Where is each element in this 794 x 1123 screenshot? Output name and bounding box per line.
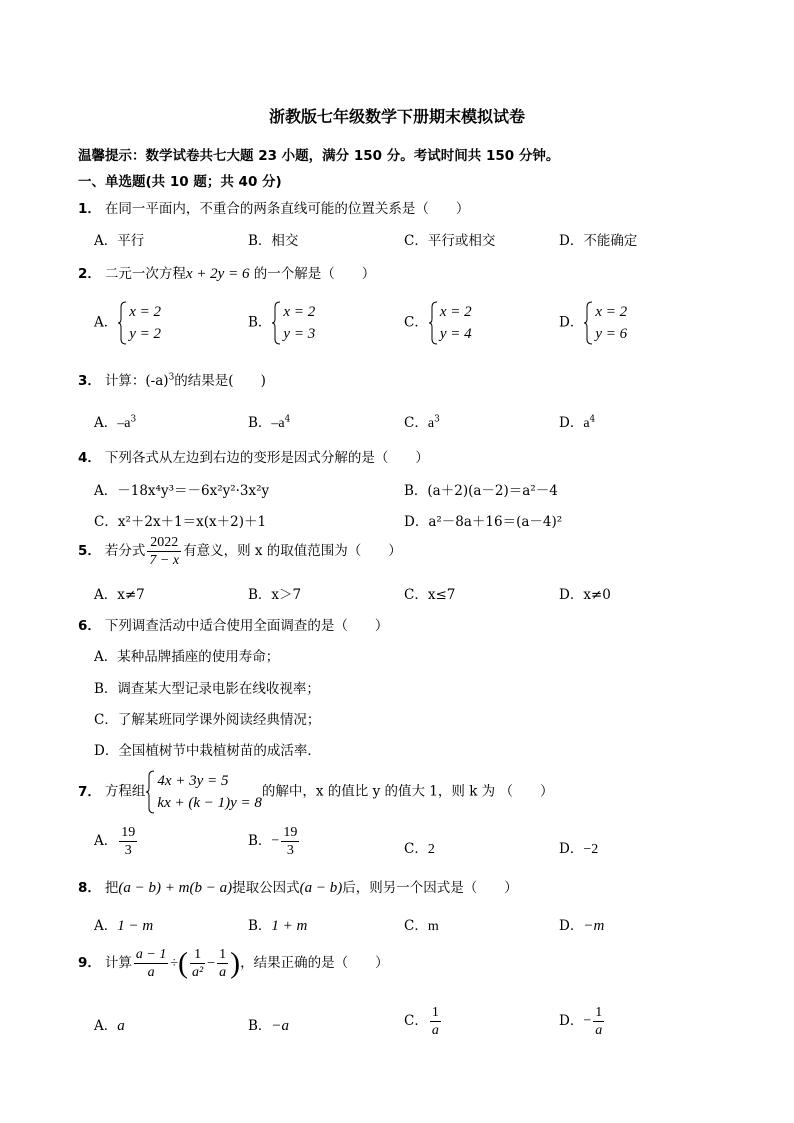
minus-sign: −	[583, 1013, 592, 1029]
q6-option-b: B．调查某大型记录电影在线收视率；	[94, 681, 320, 697]
q7-option-d	[559, 837, 598, 858]
minus-sign: −	[271, 833, 280, 849]
q9-option-a	[94, 1014, 125, 1035]
numerator: 1	[219, 947, 227, 962]
left-brace-icon	[117, 301, 127, 345]
q8-option-a	[94, 914, 153, 935]
question-text-pre: 计算：(-a)	[104, 373, 169, 389]
option-label: C．	[404, 314, 428, 331]
q3-option-b	[248, 411, 290, 432]
q2-option-a	[94, 301, 161, 345]
q9-option-d	[559, 1004, 606, 1039]
question-text-post: 的解中，x 的值比 y 的值大 1，则 k 为 （ ）	[261, 783, 554, 800]
option-label: D．	[559, 918, 584, 934]
equation-line: y = 2	[129, 326, 162, 342]
option-base: a	[427, 416, 435, 431]
question-text: 下列调查活动中适合使用全面调查的是（ ）	[104, 618, 389, 634]
q9-option-c	[404, 1004, 443, 1039]
q8-option-d	[559, 914, 604, 935]
question-text-pre: 把	[104, 880, 119, 896]
option-label: B．	[248, 918, 272, 934]
exponent: 4	[284, 414, 291, 425]
option-label: B．	[248, 833, 272, 849]
q4-option-d: D．a²－8a＋16＝(a－4)²	[404, 514, 563, 530]
equation-line: 4x + 3y = 5	[157, 773, 229, 789]
q5-option-b: B．x＞7	[248, 587, 302, 603]
denominator: a	[595, 1023, 603, 1038]
option-label: D．	[559, 314, 584, 331]
exponent: 4	[589, 414, 596, 425]
equation-system	[271, 301, 315, 345]
question-number: 1．	[78, 201, 101, 217]
numerator: 2022	[147, 534, 181, 552]
q2-option-c	[404, 301, 472, 345]
question-text-pre: 若分式	[104, 543, 146, 559]
option-value: 2	[427, 842, 435, 857]
equation: x + 2y = 6	[185, 266, 250, 282]
exponent: 3	[130, 414, 137, 425]
q7-option-b	[248, 824, 301, 859]
question-number: 3．	[78, 373, 101, 389]
left-paren: (	[178, 946, 189, 980]
option-value: m	[427, 919, 439, 934]
option-label: A．	[94, 1018, 118, 1034]
fraction	[147, 534, 181, 569]
q2-option-d	[559, 301, 627, 345]
expression: (a − b) + m(b − a)	[118, 880, 233, 896]
fraction	[190, 946, 205, 981]
numerator: 19	[121, 825, 136, 840]
question-number: 7．	[78, 783, 101, 800]
equation-line: x = 2	[595, 304, 628, 320]
option-label: C．	[404, 918, 428, 934]
q2-option-b	[248, 301, 315, 345]
question-number: 2．	[78, 266, 101, 282]
left-brace-icon	[145, 770, 155, 814]
q6-option-c: C．了解某班同学课外阅读经典情况；	[94, 712, 321, 728]
option-label: C．	[404, 1013, 428, 1029]
equation-line: kx + (k − 1)y = 8	[157, 795, 262, 811]
q1-option-b: B．相交	[248, 233, 299, 249]
exam-notice: 温馨提示：数学试卷共七大题 23 小题，满分 150 分。考试时间共 150 分钟。	[78, 148, 560, 164]
denominator: 3	[286, 843, 294, 858]
option-value: a	[117, 1018, 125, 1034]
fraction	[281, 824, 299, 859]
left-brace-icon	[428, 301, 438, 345]
q1-option-c: C．平行或相交	[404, 233, 496, 249]
numerator: 19	[283, 825, 298, 840]
page-title: 浙教版七年级数学下册期末模拟试卷	[268, 107, 525, 126]
denominator: 3	[124, 843, 132, 858]
question-text-post: 后，则另一个因式是（ ）	[342, 880, 518, 896]
option-base: –a	[271, 416, 285, 431]
equation-line: x = 2	[439, 304, 472, 320]
q9-option-b	[248, 1014, 289, 1035]
denominator: a	[147, 965, 155, 980]
option-value: −a	[271, 1018, 290, 1034]
question-3	[78, 369, 266, 389]
numerator: 1	[431, 1005, 439, 1020]
option-label: A．	[94, 314, 118, 331]
q1-option-d: D．不能确定	[559, 233, 638, 249]
section-heading: 一、单选题(共 10 题；共 40 分)	[78, 174, 282, 190]
option-label: B．	[248, 1018, 272, 1034]
option-base: a	[583, 416, 590, 431]
q4-option-a: A．－18x⁴y³＝－6x²y²·3x²y	[94, 483, 270, 499]
equation-line: x = 2	[129, 304, 162, 320]
question-text-post: 的结果是( )	[174, 373, 266, 389]
equation-line: x = 2	[283, 304, 316, 320]
question-text-pre: 二元一次方程	[104, 266, 186, 282]
exponent: 3	[434, 414, 440, 425]
fraction	[217, 946, 228, 981]
q6-option-a: A．某种品牌插座的使用寿命；	[94, 649, 280, 665]
option-label: D．	[559, 1013, 584, 1029]
denominator: a	[219, 965, 227, 980]
question-2	[78, 262, 375, 283]
question-number: 9．	[78, 955, 101, 971]
q7-option-a	[94, 824, 139, 859]
question-6	[78, 614, 388, 634]
question-number: 4．	[78, 450, 101, 466]
q8-option-b	[248, 914, 307, 935]
q5-option-c: C．x≤7	[404, 587, 456, 603]
option-value: 1 + m	[271, 918, 308, 934]
equation-line: y = 6	[595, 326, 628, 342]
question-text: 下列各式从左边到右边的变形是因式分解的是（ ）	[104, 450, 429, 466]
option-value: −2	[583, 842, 599, 857]
fraction	[134, 946, 168, 981]
option-label: C．	[404, 841, 428, 857]
question-number: 6．	[78, 618, 101, 634]
denominator: 7 − x	[149, 553, 180, 568]
left-brace-icon	[271, 301, 281, 345]
q8-option-c	[404, 914, 439, 935]
equation-system	[583, 301, 627, 345]
option-label: A．	[94, 833, 118, 849]
question-8	[78, 876, 518, 897]
q4-option-c: C．x²＋2x＋1＝x(x＋2)＋1	[94, 514, 267, 530]
question-9	[78, 946, 389, 981]
q6-option-d: D．全国植树节中栽植树苗的成活率．	[94, 743, 321, 759]
question-text-mid: 提取公因式	[232, 880, 300, 896]
equation-system	[428, 301, 472, 345]
question-1	[78, 197, 469, 217]
question-text-post: 有意义，则 x 的取值范围为（ ）	[183, 543, 402, 559]
question-text: 在同一平面内，不重合的两条直线可能的位置关系是（ ）	[104, 201, 470, 217]
question-text-post: 的一个解是（ ）	[249, 266, 376, 282]
question-4	[78, 446, 429, 466]
option-base: –a	[117, 416, 131, 431]
fraction	[593, 1004, 604, 1039]
numerator: 1	[595, 1005, 603, 1020]
numerator: 1	[190, 946, 205, 964]
question-text-pre: 方程组	[104, 783, 146, 800]
question-text-post: ，结果正确的是（ ）	[240, 955, 389, 971]
q3-option-a	[94, 411, 136, 432]
q5-option-d: D．x≠0	[559, 587, 611, 603]
option-label: B．	[248, 314, 272, 331]
divide-sign: ÷	[170, 956, 179, 971]
question-number: 8．	[78, 880, 101, 896]
question-5	[78, 534, 402, 569]
minus-sign: −	[207, 956, 216, 971]
question-text-pre: 计算	[104, 955, 132, 971]
option-label: C．	[404, 415, 428, 431]
equation-system	[145, 770, 262, 814]
q7-option-c	[404, 837, 435, 858]
option-value: −m	[583, 918, 605, 934]
q5-option-a: A．x≠7	[94, 587, 145, 603]
option-value: 1 − m	[117, 918, 154, 934]
question-number: 5．	[78, 543, 101, 559]
option-label: D．	[559, 841, 584, 857]
q3-option-d	[559, 411, 595, 432]
option-label: A．	[94, 415, 118, 431]
option-label: A．	[94, 918, 118, 934]
option-label: B．	[248, 415, 272, 431]
question-7	[78, 770, 553, 814]
equation-system	[117, 301, 161, 345]
option-label: D．	[559, 415, 584, 431]
denominator: a	[431, 1023, 439, 1038]
exponent: 3	[168, 372, 175, 383]
equation-line: y = 4	[439, 326, 472, 342]
numerator: a − 1	[135, 947, 167, 962]
q3-option-c	[404, 411, 440, 432]
fraction	[119, 824, 137, 859]
right-paren: )	[230, 946, 241, 980]
denominator: a²	[192, 965, 204, 980]
left-brace-icon	[583, 301, 593, 345]
common-factor: (a − b)	[299, 880, 343, 896]
q4-option-b: B．(a＋2)(a－2)＝a²－4	[404, 483, 558, 499]
fraction	[430, 1004, 441, 1039]
equation-line: y = 3	[283, 326, 316, 342]
q1-option-a: A．平行	[94, 233, 145, 249]
